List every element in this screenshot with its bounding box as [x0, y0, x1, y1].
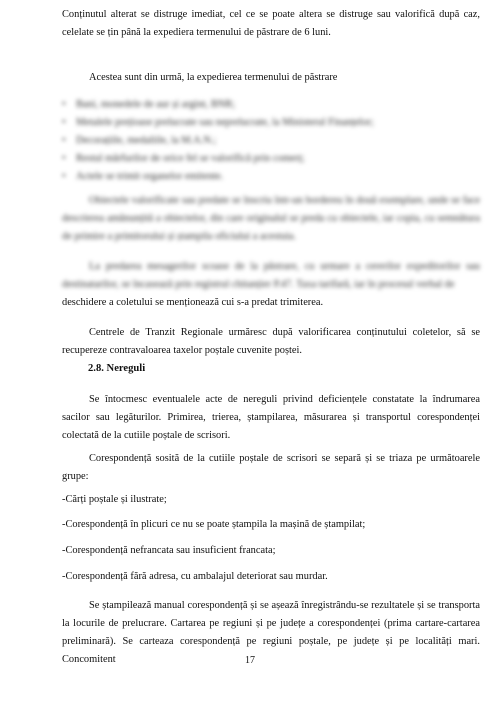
page-number: 17 — [245, 655, 255, 666]
paragraph-nereguli: Se întocmesc eventualele acte de nereguli privind deficiențele constatate la îndrumarea sacilor sau legăturilor. Primirea, trierea, ștampilarea, măsurarea și transportul corespondenței colectată de la cutiile poștale de scrisori. — [62, 394, 480, 441]
paragraph-bordereau: Obiectele valorificate sau predate se înscriu într-un bordereu în două exemplare, unde se face descrierea amănunțită a obiectelor, din care originalul se preda cu obiectele, iar copia, cu semnătura de primire a primitorului și ștampila oficiului a acestuia. — [62, 195, 480, 242]
bullet-item: • Restul mărfurilor de orice fel se valorifică prin comerț; — [62, 150, 480, 168]
paragraph-expiry-intro: Acestea sunt din urmă, la expedierea termenului de păstrare — [89, 72, 338, 83]
bullet-item: • Bani, monedele de aur și argint, BNR; — [62, 96, 480, 114]
paragraph-sorting-groups: Corespondență sosită de la cutiile poștale de scrisori se separă și se triaza pe următoarele grupe: — [62, 453, 480, 482]
bullet-item: • Actele se trimit organelor emitente. — [62, 168, 480, 186]
bullet-icon: • — [62, 171, 66, 182]
list-item-unstamped: -Corespondență nefrancata sau insuficient francata; — [62, 545, 276, 556]
bullet-icon: • — [62, 99, 66, 110]
section-heading: 2.8. Nereguli — [88, 363, 146, 374]
bullet-item: • Metalele prețioase prelucrate sau neprelucrate, la Ministerul Finanțelor; — [62, 114, 480, 132]
paragraph-manual-stamping: Se ștampilează manual corespondență și se așează înregistrându-se rezultatele și se transporta la locurile de prelucrare. Cartarea pe regiuni și pe județe a corespondenței (prima cartare-cartarea preliminară). Se carteaza corespondență pe regiuni poștale, pe județe și pe localități mari. Concomitent — [62, 600, 480, 665]
bullet-list-destinations — [62, 96, 480, 186]
bullet-icon: • — [62, 117, 66, 128]
paragraph-content-altered: Conținutul alterat se distruge imediat, cel ce se poate altera se distruge sau valorifică după caz, celelate se țin până la expediera termenului de păstrare de 6 luni. — [62, 9, 480, 38]
bullet-icon: • — [62, 135, 66, 146]
bullet-item: • Decorațiile, medaliile, la M.A.N.; — [62, 132, 480, 150]
paragraph-tranzit-centers: Centrele de Tranzit Regionale urmăresc după valorificarea conținutului coletelor, să se recupereze contravaloarea taxelor poștale cuvenite poștei. — [62, 327, 480, 356]
bullet-icon: • — [62, 153, 66, 164]
paragraph-predare-blurred: La predarea mesagerilor scoase de la păstrare, cu urmare a cererilor expeditorilor sau destinatarilor, se încasează prin registrul chitanțier P.47. Taxa tarifară, iar în procesul verbal de — [62, 261, 480, 290]
paragraph-predare-visible: deschidere a coletului se menționează cui s-a predat trimiterea. — [62, 297, 324, 308]
list-item-postcards: -Cărți poștale și ilustrate; — [62, 494, 167, 505]
list-item-no-address: -Corespondență fără adresa, cu ambalajul deteriorat sau murdar. — [62, 571, 328, 582]
list-item-envelopes: -Corespondență în plicuri ce nu se poate ștampila la mașină de ștampilat; — [62, 519, 366, 530]
